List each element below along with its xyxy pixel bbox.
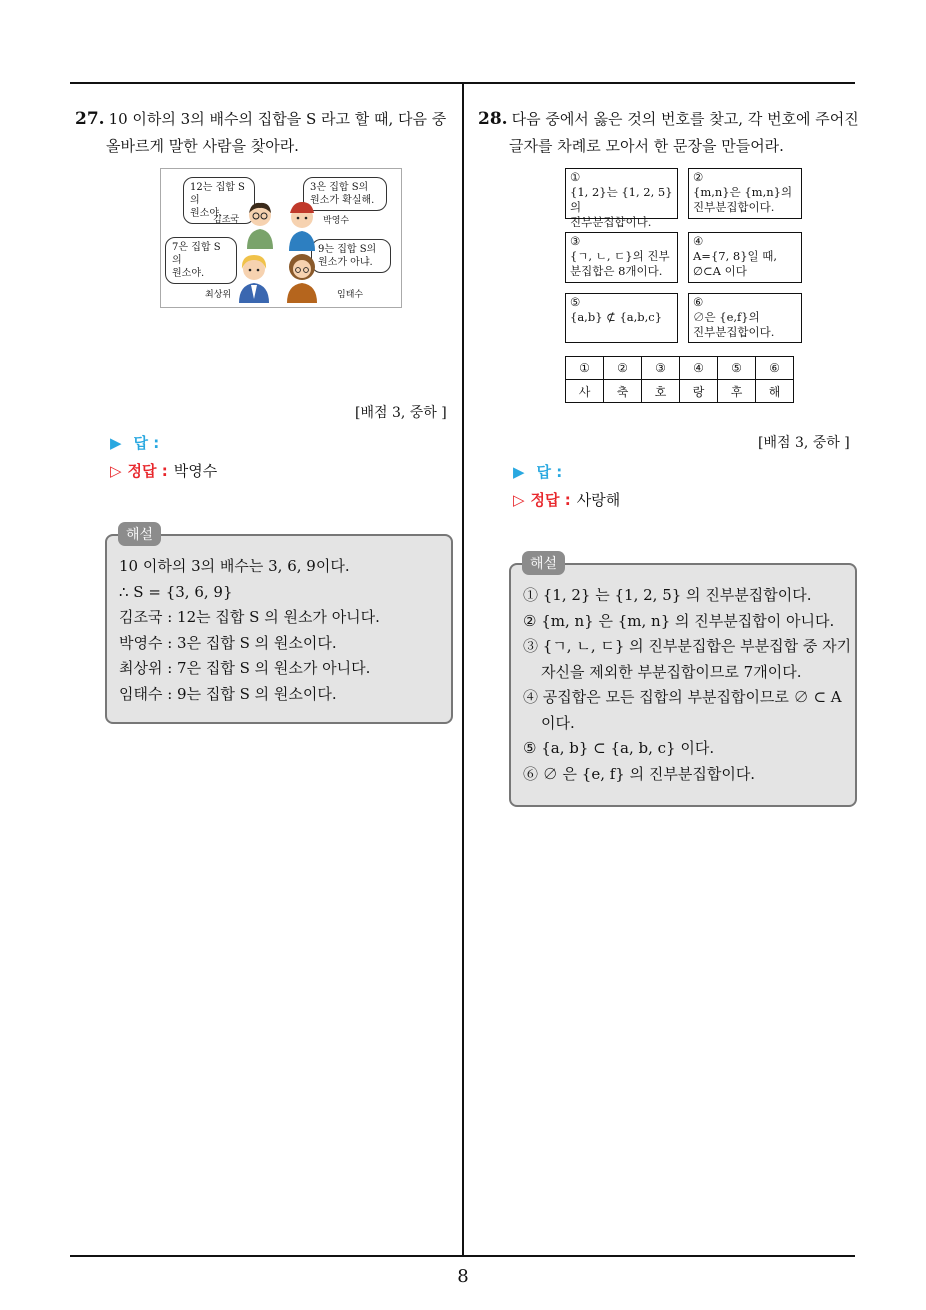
table-cell: 랑 bbox=[680, 380, 718, 403]
table-cell: 사 bbox=[566, 380, 604, 403]
q28-correct-value: 사랑해 bbox=[576, 491, 621, 509]
q28-correct-row bbox=[513, 489, 620, 510]
q28-line1: 다음 중에서 옳은 것의 번호를 찾고, 각 번호에 주어진 bbox=[511, 110, 859, 128]
q27-correct-value: 박영수 bbox=[173, 462, 218, 480]
q28-answer-label: 답 : bbox=[536, 463, 563, 481]
q28-exp-line: ⑤ {a, b} ⊂ {a, b, c} 이다. bbox=[523, 739, 715, 757]
q28-exp-line: ③ {ㄱ, ㄴ, ㄷ} 의 진부분집합은 부분집합 중 자기 bbox=[523, 637, 852, 655]
table-cell: 축 bbox=[604, 380, 642, 403]
q28-exp-line: 이다. bbox=[541, 713, 575, 732]
table-cell: ④ bbox=[680, 357, 718, 380]
letter-table-header-row bbox=[566, 357, 794, 380]
speech-bubble-4: 9는 집합 S의 원소가 아냐. bbox=[311, 239, 391, 273]
statement-box-5: ⑤ {a,b} ⊄ {a,b,c} bbox=[565, 293, 678, 343]
q28-explanation-tag: 해설 bbox=[522, 551, 565, 575]
q27-answer-label: 답 : bbox=[133, 434, 160, 452]
person-name-1: 김조국 bbox=[213, 215, 240, 225]
girl-blonde-icon bbox=[235, 247, 273, 303]
answer-arrow-icon: ▶ bbox=[110, 434, 122, 452]
speech-bubble-1: 12는 집합 S의 원소야. bbox=[183, 177, 255, 224]
table-cell: 호 bbox=[642, 380, 680, 403]
q27-exp-line: 최상위 : 7은 집합 S 의 원소가 아니다. bbox=[119, 659, 371, 677]
page-number: 8 bbox=[457, 1266, 469, 1287]
q27-line2: 올바르게 말한 사람을 찾아라. bbox=[106, 137, 299, 155]
person-name-4: 임태수 bbox=[337, 290, 364, 300]
q28-number: 28. bbox=[478, 109, 508, 129]
q27-number: 27. bbox=[75, 109, 105, 129]
q27-exp-line: 임태수 : 9는 집합 S 의 원소이다. bbox=[119, 684, 337, 703]
table-cell: ③ bbox=[642, 357, 680, 380]
q28-exp-line: ② {m, n} 은 {m, n} 의 진부분집합이 아니다. bbox=[523, 611, 835, 630]
person-name-2: 박영수 bbox=[323, 216, 350, 226]
person-name-3: 최상위 bbox=[205, 290, 232, 300]
q28-answer-row bbox=[513, 461, 562, 482]
statement-box-4: ④ A={7, 8}일 때, ∅⊂A 이다 bbox=[688, 232, 802, 283]
q27-exp-line: 김조국 : 12는 집합 S 의 원소가 아니다. bbox=[119, 608, 380, 626]
boy-glasses-icon bbox=[243, 197, 277, 249]
statement-box-6: ⑥ ∅은 {e,f}의 진부분집합이다. bbox=[688, 293, 802, 343]
table-cell: ⑤ bbox=[718, 357, 756, 380]
table-cell: ① bbox=[566, 357, 604, 380]
q27-illustration bbox=[160, 168, 402, 308]
statement-box-3: ③ {ㄱ, ㄴ, ㄷ}의 진부 분집합은 8개이다. bbox=[565, 232, 678, 283]
q28-exp-line: ④ 공집합은 모든 집합의 부분집합이므로 ∅ ⊂ A bbox=[523, 688, 842, 706]
letter-table bbox=[565, 356, 794, 403]
q28-exp-line: ① {1, 2} 는 {1, 2, 5} 의 진부분집합이다. bbox=[523, 586, 812, 604]
answer-arrow-icon: ▶ bbox=[513, 463, 525, 481]
statement-box-2: ② {m,n}은 {m,n}의 진부분집합이다. bbox=[688, 168, 802, 219]
statement-box-1: ① {1, 2}는 {1, 2, 5}의 진부분집합이다. bbox=[565, 168, 678, 219]
table-cell: 후 bbox=[718, 380, 756, 403]
q28-explanation-box bbox=[509, 563, 857, 807]
speech-bubble-3: 7은 집합 S의 원소야. bbox=[165, 237, 237, 284]
q27-exp-line: 10 이하의 3의 배수는 3, 6, 9이다. bbox=[119, 557, 350, 575]
correct-arrow-icon: ▷ bbox=[110, 462, 122, 480]
q27-line1: 10 이하의 3의 배수의 집합을 S 라고 할 때, 다음 중 bbox=[108, 110, 447, 128]
q28-question bbox=[478, 106, 859, 160]
q27-explanation-box bbox=[105, 534, 453, 724]
q27-score: [배점 3, 중하 ] bbox=[355, 405, 447, 421]
q27-correct-row bbox=[110, 460, 217, 481]
girl-curly-icon bbox=[283, 247, 321, 303]
table-cell: ⑥ bbox=[756, 357, 794, 380]
q27-explanation-tag: 해설 bbox=[118, 522, 161, 546]
letter-table-letter-row bbox=[566, 380, 794, 403]
q27-question bbox=[75, 106, 446, 160]
column-divider bbox=[462, 82, 464, 1257]
q28-correct-label: 정답 : bbox=[530, 491, 571, 509]
table-cell: ② bbox=[604, 357, 642, 380]
q28-line2: 글자를 차례로 모아서 한 문장을 만들어라. bbox=[509, 137, 784, 155]
table-cell: 해 bbox=[756, 380, 794, 403]
speech-bubble-2: 3은 집합 S의 원소가 확실해. bbox=[303, 177, 387, 211]
q27-answer-row bbox=[110, 432, 159, 453]
q27-exp-line: ∴ S = {3, 6, 9} bbox=[119, 582, 233, 601]
correct-arrow-icon: ▷ bbox=[513, 491, 525, 509]
bottom-rule bbox=[70, 1255, 855, 1257]
q27-correct-label: 정답 : bbox=[127, 462, 168, 480]
boy-cap-icon bbox=[285, 199, 319, 251]
q28-score: [배점 3, 중하 ] bbox=[758, 435, 850, 451]
q28-exp-line: ⑥ ∅ 은 {e, f} 의 진부분집합이다. bbox=[523, 764, 756, 783]
q27-exp-line: 박영수 : 3은 집합 S 의 원소이다. bbox=[119, 633, 337, 652]
q28-exp-line: 자신을 제외한 부분집합이므로 7개이다. bbox=[541, 662, 802, 681]
